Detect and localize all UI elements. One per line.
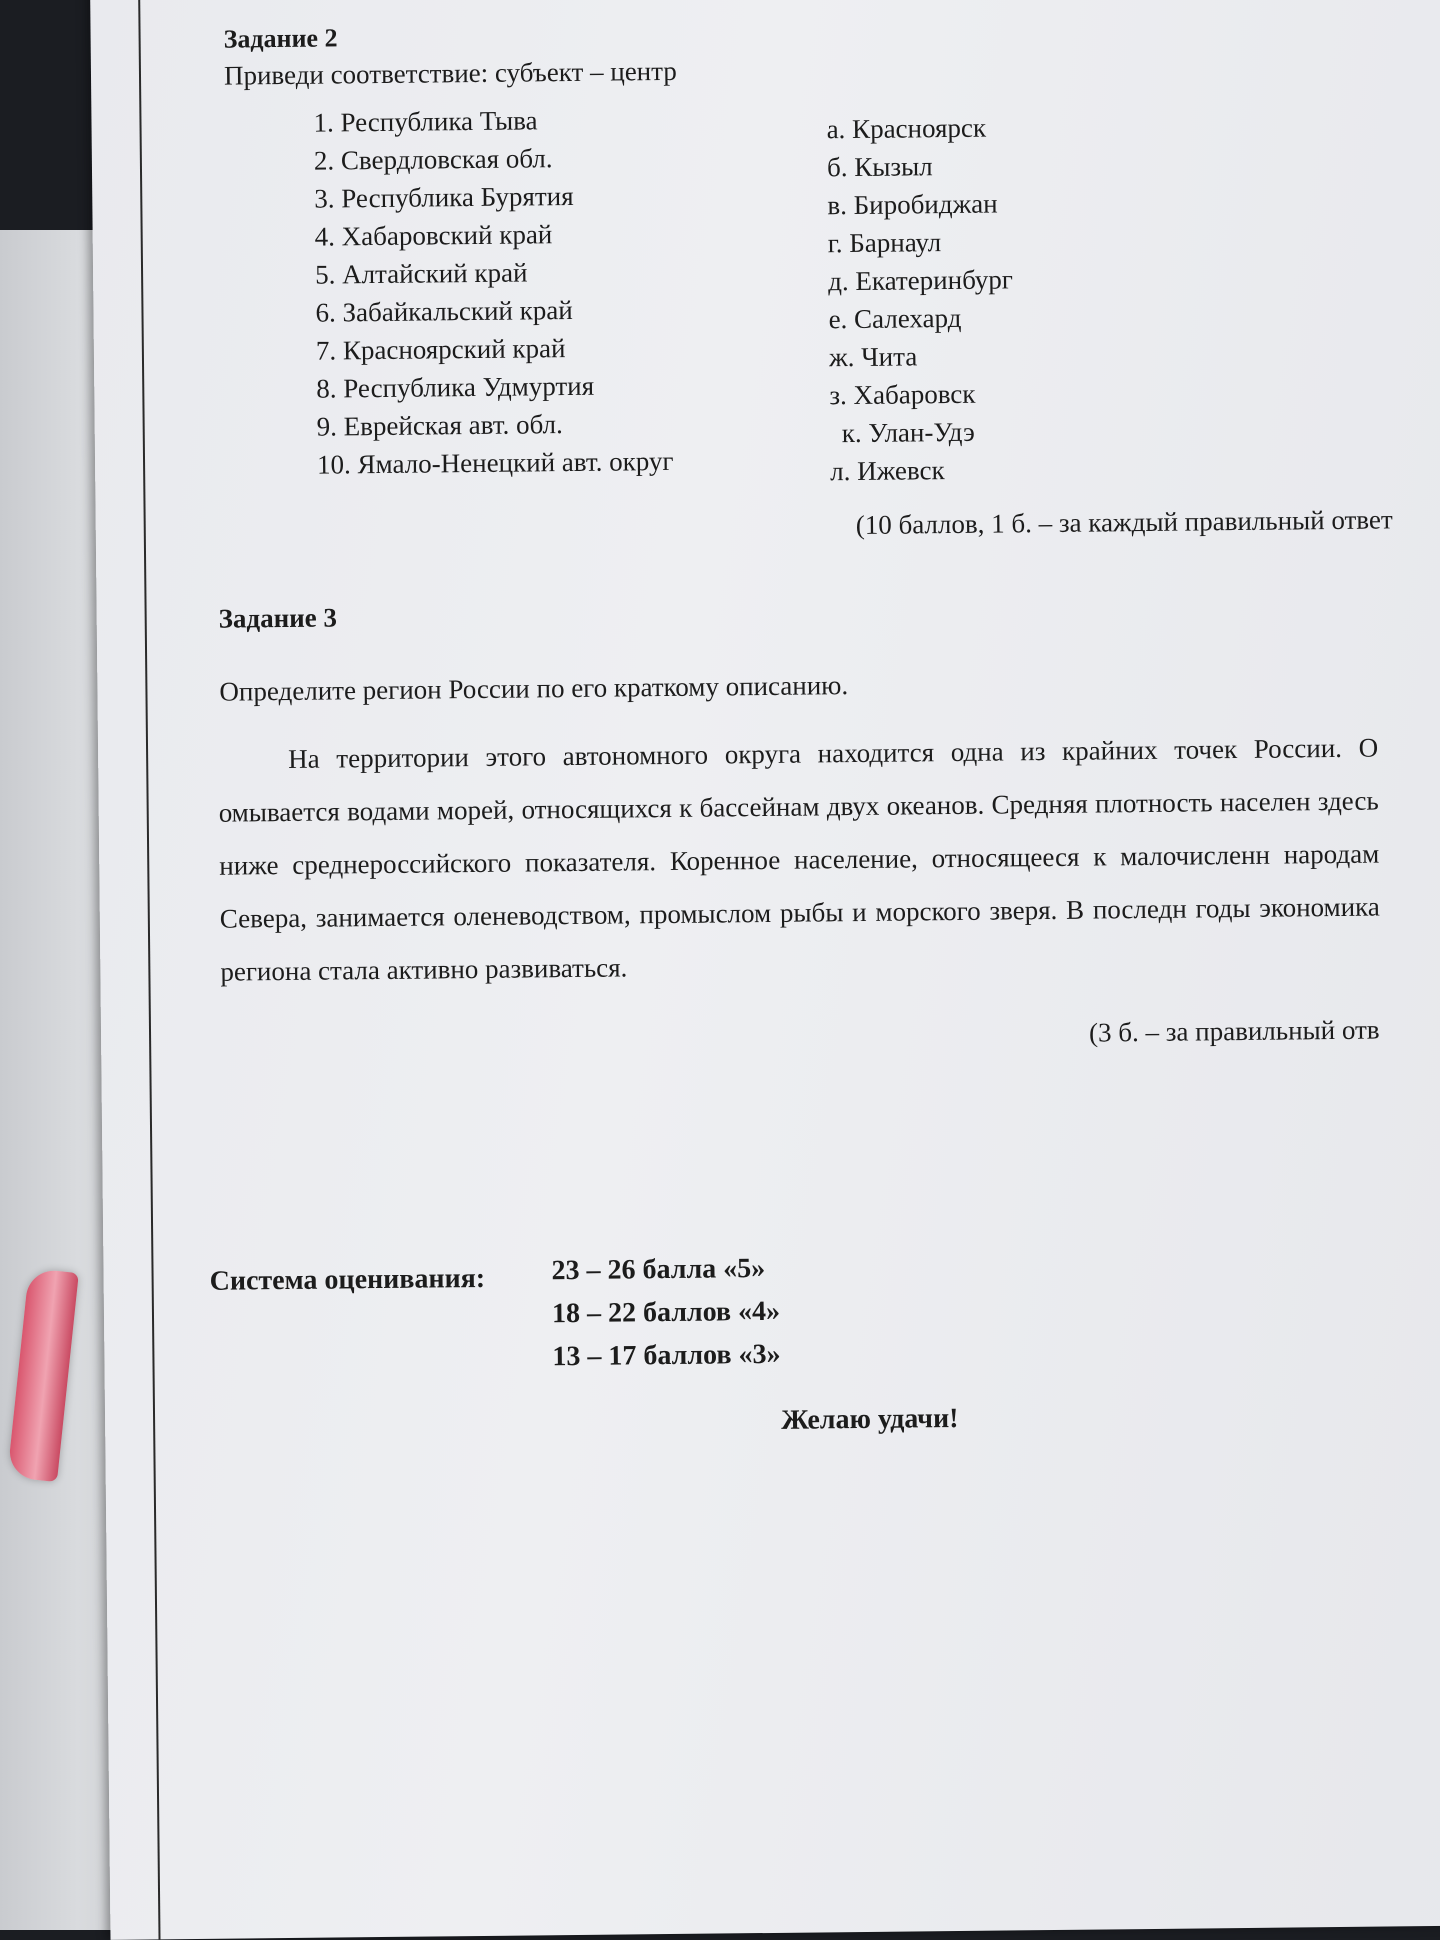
grading-label: Система оценивания:	[209, 1262, 486, 1297]
task2-title: Задание 2	[223, 23, 338, 54]
subject-item: 7. Красноярский край	[315, 333, 566, 366]
task2-instruction: Приведи соответствие: субъект – центр	[223, 55, 677, 91]
center-item: д. Екатеринбург	[828, 264, 1014, 297]
page-content	[90, 0, 1440, 1940]
task3-instruction: Определите регион России по его краткому описанию.	[219, 670, 849, 707]
center-item: к. Улан-Удэ	[841, 416, 975, 449]
subject-item: 1. Республика Тыва	[313, 105, 538, 138]
closing-wish: Желаю удачи!	[780, 1402, 959, 1436]
paper-sheet	[90, 0, 1440, 1940]
center-item: з. Хабаровск	[829, 378, 976, 411]
subject-item: 6. Забайкальский край	[315, 294, 573, 328]
center-item: б. Кызыл	[826, 151, 933, 183]
grading-row: 23 – 26 балла «5»	[551, 1253, 766, 1287]
grading-row: 13 – 17 баллов «3»	[552, 1338, 781, 1373]
subject-item: 5. Алтайский край	[314, 257, 528, 290]
subject-item: 9. Еврейская авт. обл.	[316, 409, 563, 442]
task3-score: (3 б. – за правильный отв	[1088, 1014, 1380, 1048]
center-item: а. Красноярск	[826, 112, 987, 145]
center-item: е. Салехард	[828, 302, 962, 335]
subject-item: 4. Хабаровский край	[314, 219, 553, 252]
center-item: г. Барнаул	[827, 227, 942, 259]
grading-rows	[551, 1247, 780, 1378]
center-item: в. Биробиджан	[827, 188, 998, 221]
task3-paragraph-text: На территории этого автономного округа находится одна из крайних точек России. О омывается водами морей, относящихся к бассейнам двух океанов. Средняя плотность населен здесь ниже среднероссийского показателя. Коренное население, относящееся к малочисленн народам Севера, занимается оленеводством, промыслом рыбы и морского зверя. В последн годы экономика региона стала активно развиваться.	[218, 732, 1380, 987]
subject-item: 3. Республика Бурятия	[314, 180, 574, 214]
subject-item: 10. Ямало-Ненецкий авт. округ	[316, 445, 674, 480]
task2-score: (10 баллов, 1 б. – за каждый правильный ответ	[855, 504, 1393, 541]
centers-list	[826, 108, 1015, 490]
subjects-list	[313, 100, 673, 484]
subject-item: 2. Свердловская обл.	[313, 143, 553, 176]
task3-paragraph	[218, 722, 1381, 999]
subject-item: 8. Республика Удмуртия	[316, 370, 595, 404]
task3-title: Задание 3	[218, 602, 338, 634]
center-item: ж. Чита	[828, 341, 918, 373]
grading-row: 18 – 22 баллов «4»	[551, 1295, 781, 1330]
center-item: л. Ижевск	[830, 455, 945, 487]
